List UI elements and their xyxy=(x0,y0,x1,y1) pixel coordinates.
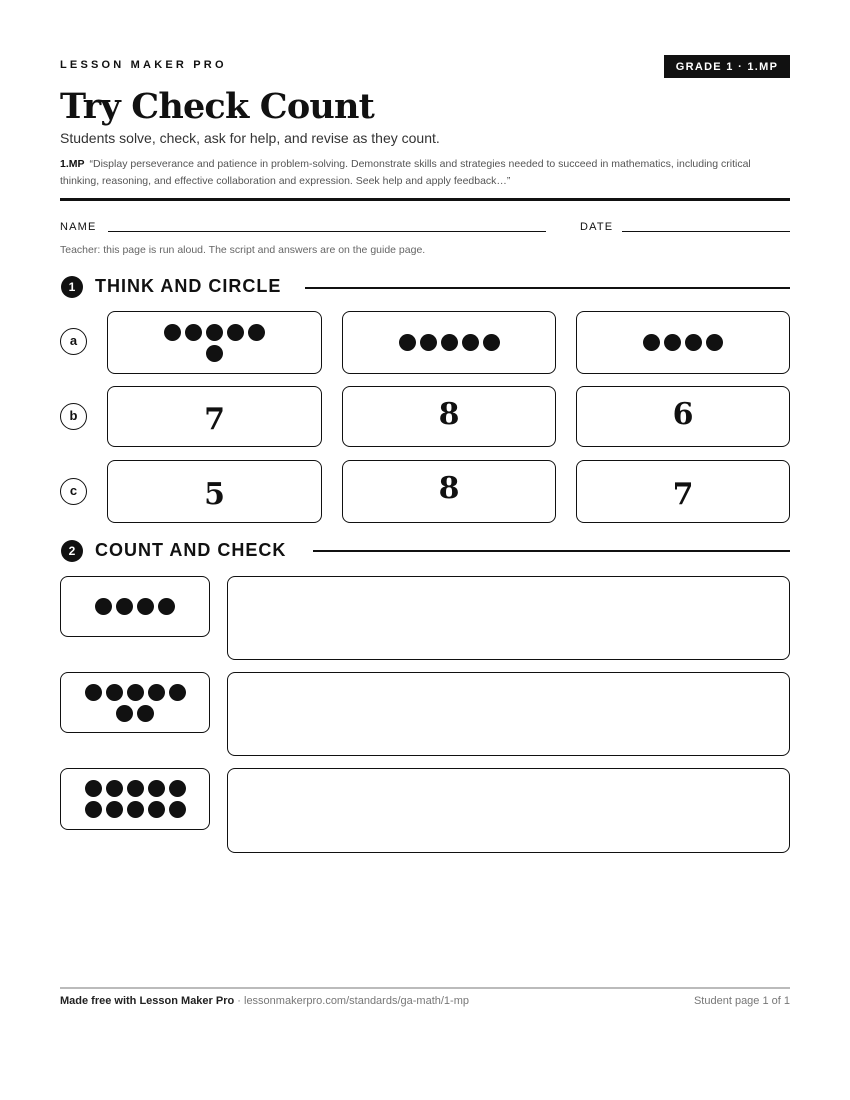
row-a-label: a xyxy=(60,328,87,355)
choice-number: 5 xyxy=(204,477,225,512)
choice-c2[interactable] xyxy=(342,460,556,523)
dot xyxy=(148,684,165,701)
section-2-rule xyxy=(313,550,790,552)
dot xyxy=(158,598,175,615)
dot xyxy=(116,705,133,722)
dot-row xyxy=(164,324,265,341)
standard-text: “Display perseverance and patience in problem-solving. Demonstrate skills and strategies needed to succeed in mathematics, including critical thinking, reasoning, and effective collaboration and expression. Seek help and apply feedback…” xyxy=(60,158,751,187)
section-2-title: COUNT AND CHECK xyxy=(95,540,287,560)
dot xyxy=(248,324,265,341)
dot xyxy=(483,334,500,351)
footer-divider xyxy=(60,987,790,989)
dot-row xyxy=(85,684,186,701)
count-dots-box-3 xyxy=(60,768,210,830)
choice-number: 8 xyxy=(438,397,460,432)
dot xyxy=(169,684,186,701)
dot xyxy=(227,324,244,341)
dot-row xyxy=(206,345,223,362)
choice-b2[interactable] xyxy=(342,386,556,447)
date-line[interactable] xyxy=(622,231,790,232)
choice-b1[interactable] xyxy=(107,386,322,447)
dot-group xyxy=(61,769,209,829)
page-title: Try Check Count xyxy=(60,86,375,127)
name-label: NAME xyxy=(60,221,97,233)
choice-b3[interactable] xyxy=(576,386,790,447)
dot xyxy=(206,345,223,362)
dot-row xyxy=(85,801,186,818)
section-1-rule xyxy=(305,287,790,289)
row-b-label: b xyxy=(60,403,87,430)
dot xyxy=(116,598,133,615)
choice-number: 7 xyxy=(672,477,694,512)
section-2-number: 2 xyxy=(61,540,83,562)
dot xyxy=(664,334,681,351)
standard-description xyxy=(60,156,790,190)
date-label: DATE xyxy=(580,221,614,233)
footer-url[interactable]: lessonmakerpro.com/standards/ga-math/1-mp xyxy=(244,995,469,1007)
dot xyxy=(643,334,660,351)
dot-group xyxy=(61,673,209,732)
footer-made-with: Made free with Lesson Maker Pro xyxy=(60,995,235,1007)
choice-a1[interactable] xyxy=(107,311,322,374)
dot xyxy=(106,801,123,818)
dot xyxy=(206,324,223,341)
choice-number: 6 xyxy=(672,397,694,432)
dot-group xyxy=(343,312,555,373)
grade-badge: GRADE 1 · 1.MP xyxy=(664,55,790,78)
page-subtitle: Students solve, check, ask for help, and revise as they count. xyxy=(60,130,440,146)
dot-row xyxy=(95,598,175,615)
choice-a3[interactable] xyxy=(576,311,790,374)
dot xyxy=(462,334,479,351)
answer-box-3[interactable] xyxy=(227,768,790,853)
dot xyxy=(85,684,102,701)
header-divider xyxy=(60,198,790,201)
dot xyxy=(148,780,165,797)
dot xyxy=(85,780,102,797)
footer-credit: Made free with Lesson Maker Pro · lessonmakerpro.com/standards/ga-math/1-mp xyxy=(60,995,469,1007)
dot xyxy=(685,334,702,351)
choice-c1[interactable] xyxy=(107,460,322,523)
dot-row xyxy=(399,334,500,351)
dot xyxy=(106,684,123,701)
footer-page-number: Student page 1 of 1 xyxy=(693,995,790,1007)
count-dots-box-1 xyxy=(60,576,210,637)
dot xyxy=(185,324,202,341)
choice-c3[interactable] xyxy=(576,460,790,523)
dot-group xyxy=(577,312,789,373)
dot xyxy=(95,598,112,615)
dot xyxy=(106,780,123,797)
dot xyxy=(137,705,154,722)
dot xyxy=(127,801,144,818)
dot-group xyxy=(108,312,321,373)
row-c-label: c xyxy=(60,478,87,505)
section-1-number: 1 xyxy=(61,276,83,298)
dot xyxy=(420,334,437,351)
dot xyxy=(399,334,416,351)
dot-row xyxy=(85,780,186,797)
brand-name: LESSON MAKER PRO xyxy=(60,59,227,71)
choice-a2[interactable] xyxy=(342,311,556,374)
section-1-title: THINK AND CIRCLE xyxy=(95,276,282,296)
choice-number: 8 xyxy=(438,471,460,506)
dot xyxy=(127,684,144,701)
name-line[interactable] xyxy=(108,231,546,232)
dot xyxy=(85,801,102,818)
dot xyxy=(164,324,181,341)
dot xyxy=(706,334,723,351)
dot xyxy=(127,780,144,797)
teacher-note: Teacher: this page is run aloud. The script and answers are on the guide page. xyxy=(60,244,426,256)
dot xyxy=(169,801,186,818)
dot xyxy=(441,334,458,351)
dot xyxy=(169,780,186,797)
dot-row xyxy=(116,705,154,722)
choice-number: 7 xyxy=(204,402,225,437)
dot-group xyxy=(61,577,209,636)
count-dots-box-2 xyxy=(60,672,210,733)
answer-box-1[interactable] xyxy=(227,576,790,660)
dot-row xyxy=(643,334,723,351)
answer-box-2[interactable] xyxy=(227,672,790,756)
dot xyxy=(148,801,165,818)
dot xyxy=(137,598,154,615)
standard-code: 1.MP xyxy=(60,158,85,170)
